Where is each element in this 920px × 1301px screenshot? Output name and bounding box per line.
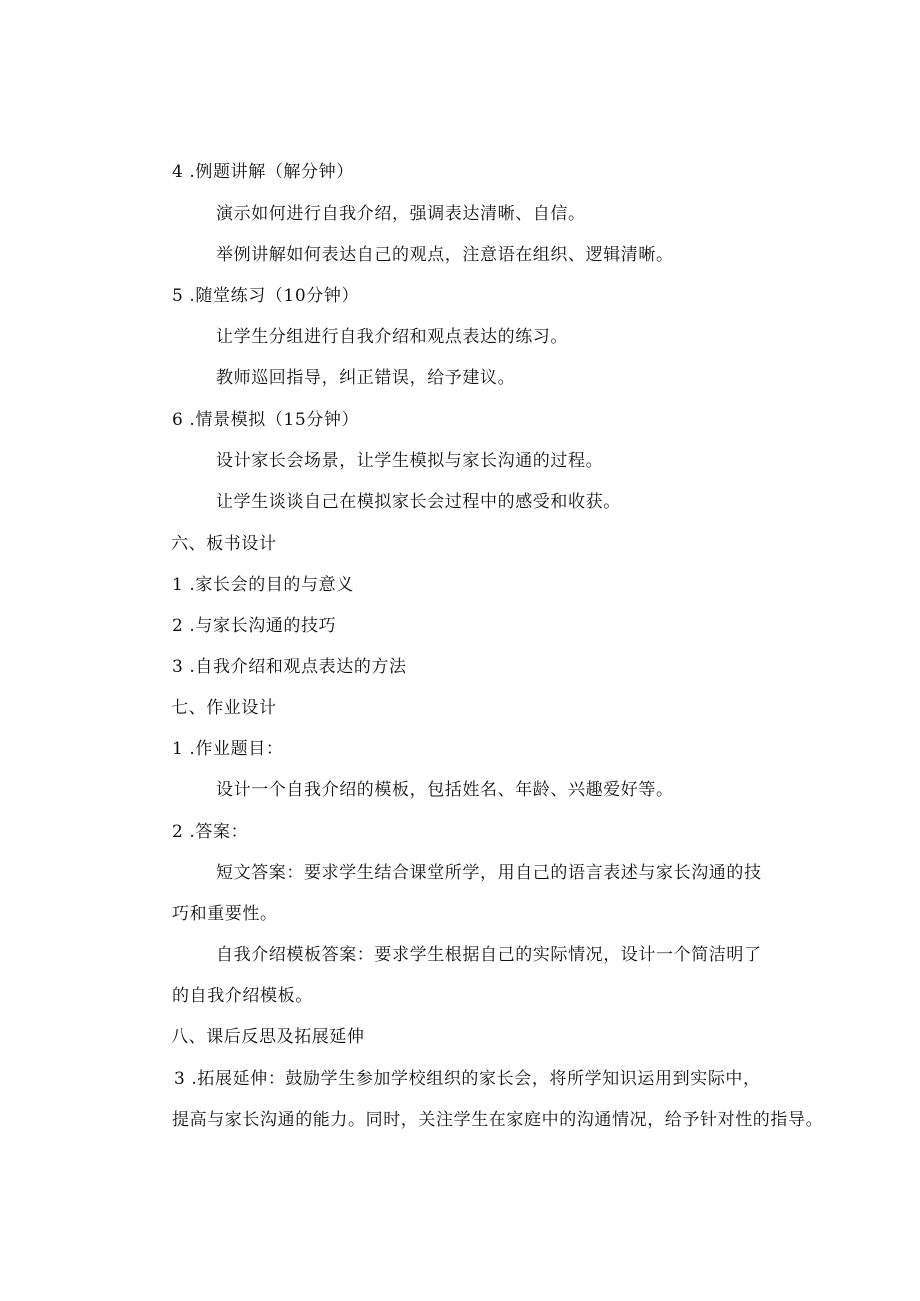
- chapter-title-board-design: 六、板书设计: [171, 534, 277, 554]
- section-6-item: 让学生谈谈自己在模拟家长会过程中的感受和收获。: [216, 492, 621, 512]
- section-5-item: 让学生分组进行自我介绍和观点表达的练习。: [216, 327, 568, 347]
- section-4-item: 举例讲解如何表达自己的观点，注意语在组织、逻辑清晰。: [216, 245, 674, 265]
- answer-paragraph-line: 巧和重要性。: [172, 904, 278, 924]
- homework-heading: 1 .作业题目：: [172, 739, 284, 759]
- chapter-title-reflection: 八、课后反思及拓展延伸: [171, 1027, 365, 1047]
- section-5-item: 教师巡回指导，纠正错误，给予建议。: [216, 368, 516, 388]
- section-4-item: 演示如何进行自我介绍，强调表达清晰、自信。: [216, 204, 586, 224]
- section-6-heading: 6 .情景模拟（15分钟）: [172, 410, 360, 430]
- board-item: 1 .家长会的目的与意义: [172, 575, 354, 595]
- section-6-item: 设计家长会场景，让学生模拟与家长沟通的过程。: [216, 451, 604, 471]
- board-item: 3 .自我介绍和观点表达的方法: [172, 657, 407, 677]
- homework-item: 设计一个自我介绍的模板，包括姓名、年龄、兴趣爱好等。: [216, 780, 674, 800]
- answer-paragraph-line: 的自我介绍模板。: [172, 986, 313, 1006]
- section-5-heading: 5 .随堂练习（10分钟）: [172, 286, 360, 306]
- section-4-heading: 4 .例题讲解（解分钟）: [172, 162, 354, 182]
- board-item: 2 .与家长沟通的技巧: [172, 616, 337, 636]
- extension-paragraph-line: 3 .拓展延伸：鼓励学生参加学校组织的家长会，将所学知识运用到实际中，: [174, 1069, 761, 1089]
- extension-paragraph-line: 提高与家长沟通的能力。同时，关注学生在家庭中的沟通情况，给予针对性的指导。: [172, 1110, 824, 1130]
- answer-heading: 2 .答案：: [172, 822, 249, 842]
- answer-paragraph-line: 自我介绍模板答案：要求学生根据自己的实际情况，设计一个简洁明了: [216, 945, 762, 965]
- answer-paragraph-line: 短文答案：要求学生结合课堂所学，用自己的语言表述与家长沟通的技: [216, 863, 762, 883]
- chapter-title-homework: 七、作业设计: [171, 698, 277, 718]
